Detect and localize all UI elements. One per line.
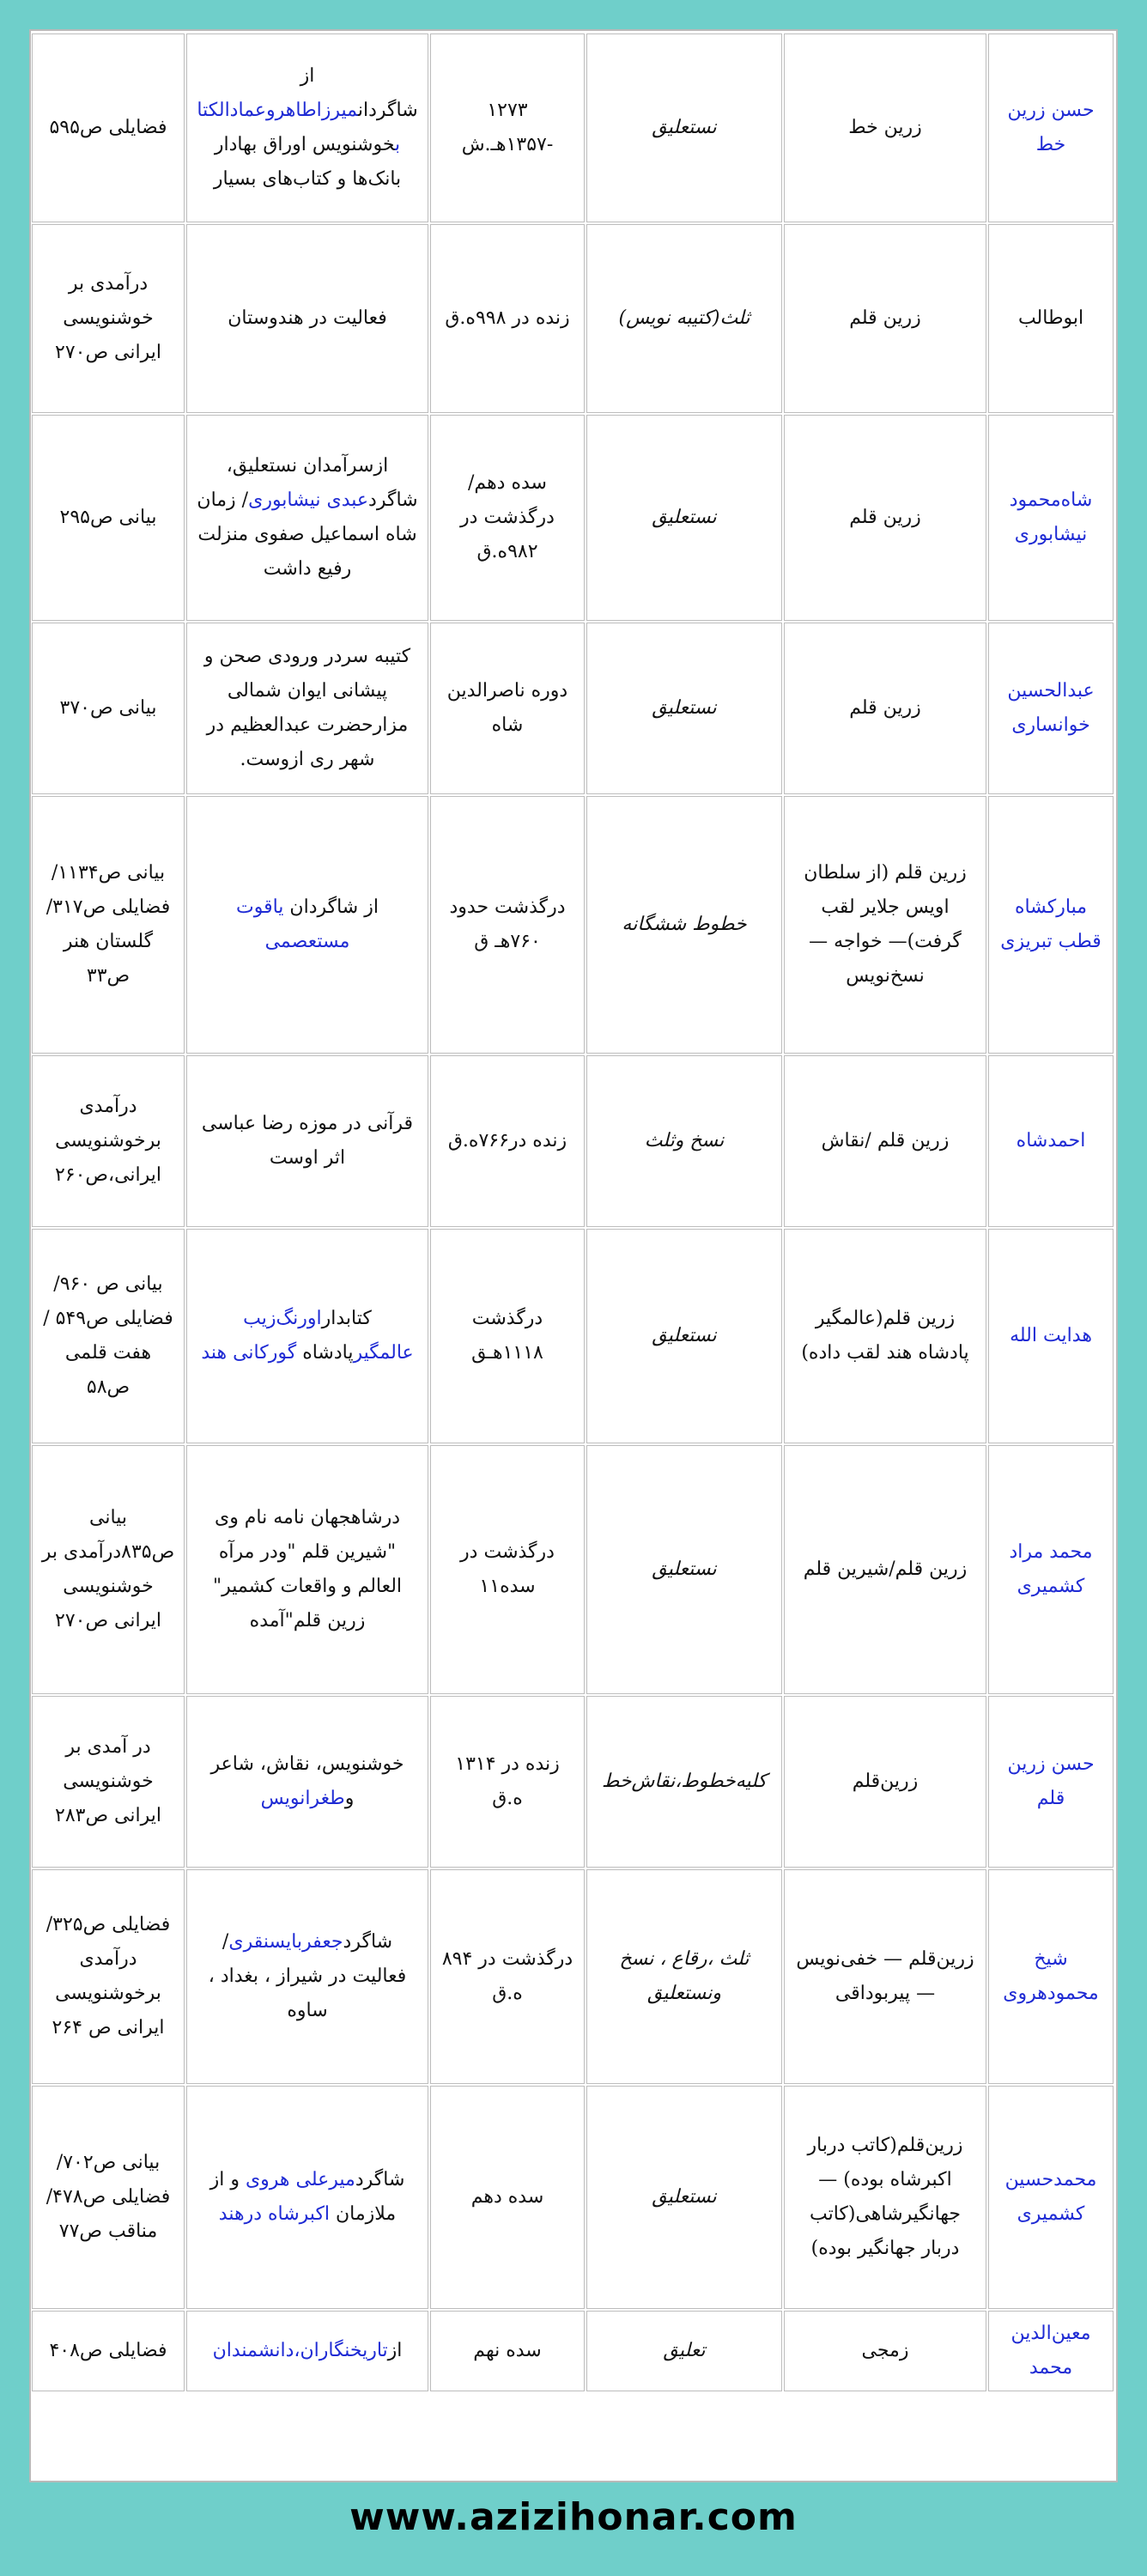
table-row <box>32 1869 1114 2084</box>
description-text: درشاهجهان نامه نام وی "شیرین قلم "ودر مرآه العالم و واقعات کشمیر" زرین قلم"آمده <box>212 1507 403 1631</box>
source-cell: فضایلی ص۳۲۵/ درآمدی برخوشنویسی ایرانی ص ۲۶۴ <box>32 1869 185 2084</box>
description-text: قرآنی در موزه رضا عباسی اثر اوست <box>201 1113 414 1169</box>
source-cell: بیانی ص۳۷۰ <box>32 623 185 794</box>
date-cell: درگذشت ۱۱۱۸هـق <box>430 1229 585 1443</box>
script-style-cell: کلیه‌خطوط،نقاش‌خط <box>586 1696 782 1868</box>
description-cell <box>186 2311 428 2391</box>
table-row <box>32 224 1114 413</box>
source-cell: بیانی ص۷۰۲/ فضایلی ص۴۷۸/ مناقب ص۷۷ <box>32 2086 185 2309</box>
source-cell: درآمدی بر خوشنویسی ایرانی ص۲۷۰ <box>32 224 185 413</box>
description-text: خوشنویس اوراق بهادار بانک‌ها و کتاب‌های بسیار <box>213 134 402 190</box>
title-cell: زرین‌قلم <box>784 1696 986 1868</box>
calligrapher-name-cell[interactable]: محمد مراد کشمیری <box>988 1445 1114 1694</box>
calligrapher-name-cell[interactable]: معین‌الدین محمد <box>988 2311 1114 2391</box>
source-cell: بیانی ص۸۳۵درآمدی بر خوشنویسی ایرانی ص۲۷۰ <box>32 1445 185 1694</box>
description-link[interactable]: اکبرشاه درهند <box>218 2203 331 2225</box>
table-row <box>32 1055 1114 1227</box>
description-text: کتابدار <box>321 1308 372 1329</box>
description-text: از <box>387 2340 403 2361</box>
description-text: و از ملازمان <box>209 2169 397 2225</box>
description-text: ازسرآمدان نستعلیق، شاگرد <box>226 455 418 511</box>
description-text: خوشنویس، نقاش، شاعر و <box>210 1753 404 1809</box>
title-cell: زرین قلم/شیرین قلم <box>784 1445 986 1694</box>
description-text: / فعالیت در شیراز ، بغداد ، ساوه <box>208 1931 407 2021</box>
table-row <box>32 415 1114 621</box>
source-cell: فضایلی ص۴۰۸ <box>32 2311 185 2391</box>
calligraphers-table <box>30 32 1115 2393</box>
description-link[interactable]: گورکانی هند <box>201 1342 297 1364</box>
date-cell: سده دهم <box>430 2086 585 2309</box>
description-cell <box>186 2086 428 2309</box>
title-cell: زرین قلم(عالمگیر پادشاه هند لقب داده) <box>784 1229 986 1443</box>
table-row <box>32 1696 1114 1868</box>
date-cell: درگذشت در سده۱۱ <box>430 1445 585 1694</box>
date-cell: دوره ناصرالدین شاه <box>430 623 585 794</box>
date-cell: زنده در ۱۳۱۴ ه.ق <box>430 1696 585 1868</box>
calligrapher-name-cell[interactable]: مبارکشاه قطب تبریزی <box>988 796 1114 1054</box>
description-cell <box>186 1229 428 1443</box>
script-style-cell: خطوط ششگانه <box>586 796 782 1054</box>
description-cell <box>186 1055 428 1227</box>
calligrapher-name-cell[interactable]: شیخ محمودهروی <box>988 1869 1114 2084</box>
description-text: از شاگردان <box>283 896 379 918</box>
description-text: شاگرد <box>355 2169 405 2190</box>
script-style-cell: نستعلیق <box>586 1229 782 1443</box>
description-text: کتیبه سردر ورودی صحن و پیشانی ایوان شمالی مزارحضرت عبدالعظیم در شهر ری ازوست. <box>203 646 411 770</box>
description-link[interactable]: تاریخنگاران،دانشمندان <box>212 2340 388 2361</box>
content-sheet <box>29 29 1118 2482</box>
source-cell: فضایلی ص۵۹۵ <box>32 33 185 222</box>
description-link[interactable]: جعفربایسنقری <box>228 1931 343 1953</box>
table-row <box>32 33 1114 222</box>
description-cell <box>186 224 428 413</box>
script-style-cell: نستعلیق <box>586 2086 782 2309</box>
title-cell: زرین قلم <box>784 415 986 621</box>
title-cell: زرین قلم /نقاش <box>784 1055 986 1227</box>
calligrapher-name-cell[interactable]: هدایت الله <box>988 1229 1114 1443</box>
title-cell: زرین‌قلم — خفی‌نویس— پیربوداقی <box>784 1869 986 2084</box>
script-style-cell: ثلث ،رقاع ، نسخ ونستعلیق <box>586 1869 782 2084</box>
table-row <box>32 1445 1114 1694</box>
description-link[interactable]: میرزاطاهروعمادالکتاب <box>197 100 401 155</box>
description-link[interactable]: اورنگ‌زیب عالمگیر <box>243 1308 414 1364</box>
script-style-cell: تعلیق <box>586 2311 782 2391</box>
table-row <box>32 2311 1114 2391</box>
description-cell <box>186 1696 428 1868</box>
script-style-cell: نسخ وثلث <box>586 1055 782 1227</box>
description-cell <box>186 623 428 794</box>
description-text: فعالیت در هندوستان <box>228 307 387 329</box>
table-row <box>32 796 1114 1054</box>
description-link[interactable]: یاقوت مستعصمی <box>236 896 350 952</box>
title-cell: زرین‌قلم(کاتب دربار اکبرشاه بوده) — جهانگیرشاهی(کاتب دربار جهانگیر بوده) <box>784 2086 986 2309</box>
source-cell: بیانی ص ۹۶۰/ فضایلی ص۵۴۹ / هفت قلمی ص۵۸ <box>32 1229 185 1443</box>
description-cell <box>186 33 428 222</box>
source-cell: بیانی ص۱۱۳۴/ فضایلی ص۳۱۷/ گلستان هنر ص۳۳ <box>32 796 185 1054</box>
description-text: پادشاه <box>296 1342 354 1364</box>
script-style-cell: ثلث(کتیبه نویس) <box>586 224 782 413</box>
table-row <box>32 623 1114 794</box>
title-cell: زرین خط <box>784 33 986 222</box>
description-text: شاگرد <box>343 1931 393 1953</box>
date-cell: درگذشت در ۸۹۴ ه.ق <box>430 1869 585 2084</box>
script-style-cell: نستعلیق <box>586 1445 782 1694</box>
source-cell: بیانی ص۲۹۵ <box>32 415 185 621</box>
calligrapher-name-cell[interactable]: احمدشاه <box>988 1055 1114 1227</box>
date-cell: ۱۲۷۳ -۱۳۵۷هـ.ش <box>430 33 585 222</box>
title-cell: زمجی <box>784 2311 986 2391</box>
date-cell: زنده در ۹۹۸ه.ق <box>430 224 585 413</box>
source-cell: در آمدی بر خوشنویسی ایرانی ص۲۸۳ <box>32 1696 185 1868</box>
description-cell <box>186 796 428 1054</box>
calligrapher-name-cell[interactable]: حسن زرین خط <box>988 33 1114 222</box>
description-cell <box>186 1445 428 1694</box>
script-style-cell: نستعلیق <box>586 415 782 621</box>
title-cell: زرین قلم (از سلطان اویس جلایر لقب گرفت)— خواجه —نسخ‌نویس <box>784 796 986 1054</box>
script-style-cell: نستعلیق <box>586 33 782 222</box>
description-link[interactable]: طغرانویس <box>260 1788 345 1809</box>
description-link[interactable]: عبدی نیشابوری <box>248 489 369 511</box>
calligrapher-name-cell[interactable]: عبدالحسین خوانساری <box>988 623 1114 794</box>
table-row <box>32 1229 1114 1443</box>
calligrapher-name-cell: ابوطالب <box>988 224 1114 413</box>
title-cell: زرین قلم <box>784 623 986 794</box>
date-cell: سده نهم <box>430 2311 585 2391</box>
site-url[interactable]: www.azizihonar.com <box>349 2495 798 2539</box>
calligrapher-name-cell[interactable]: شاه‌محمود نیشابوری <box>988 415 1114 621</box>
script-style-cell: نستعلیق <box>586 623 782 794</box>
description-link[interactable]: میرعلی هروی <box>245 2169 355 2190</box>
date-cell: درگذشت حدود ۷۶۰هـ ق <box>430 796 585 1054</box>
calligrapher-name-cell[interactable]: محمدحسین کشمیری <box>988 2086 1114 2309</box>
description-text: از شاگردان <box>300 65 418 121</box>
source-cell: درآمدی برخوشنویسی ایرانی،ص۲۶۰ <box>32 1055 185 1227</box>
date-cell: زنده در۷۶۶ه.ق <box>430 1055 585 1227</box>
description-cell <box>186 1869 428 2084</box>
title-cell: زرین قلم <box>784 224 986 413</box>
description-cell <box>186 415 428 621</box>
description-text: / زمان شاه اسماعیل صفوی منزلت رفیع داشت <box>197 489 417 580</box>
date-cell: سده دهم/درگذشت در ۹۸۲ه.ق <box>430 415 585 621</box>
calligrapher-name-cell[interactable]: حسن زرین قلم <box>988 1696 1114 1868</box>
table-row <box>32 2086 1114 2309</box>
